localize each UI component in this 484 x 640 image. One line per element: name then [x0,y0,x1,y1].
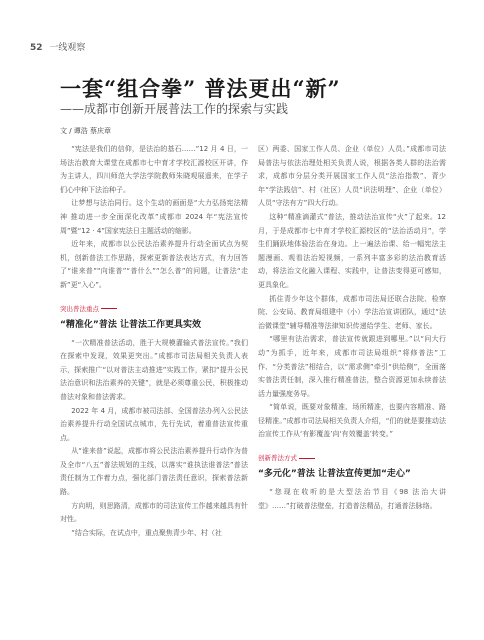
paragraph: 近年来，成都市以公民法治素养提升行动全面试点为契机，创新普法工作思路，探索更新普法表达方式，有力回答了“谁来普”“向谁普”“普什么”“怎么普”的问题，让普法“走新”更“入心”。 [60,240,248,289]
paragraph: “您现在收听的是大型法治节目《98 法治大讲堂》……”打破普法壁垒，打造普法精品，打通普法脉络。 [258,488,446,510]
paragraph: “宪法是我们的信仰，是法治的基石……”12 月 4 日，一场法治教育大课堂在成都市七中育才学校汇源校区开讲，作为主讲人，四川师范大学法学院教师朱晓观展遥来，在学子们心中种下法治种子。 [60,145,248,194]
article-byline: 文 / 谭浩 蔡庆章 [60,127,112,135]
paragraph: “哪里有法治需求，普法宣传就跟进到哪里。”以“问大行动”为抓手，近年来，成都市司法局组织“将修普法”工作、“分类普法”相结合，以“需求侧”牵引“供给侧”，全面落实普法责任制，深入推行精准普法，整合资源更加永续普法活力量强度务导。 [258,335,446,398]
page-number: 52 [30,43,43,53]
section-heading: “精准化”普法 让普法工作更具实效 [60,319,201,330]
section-heading: “多元化”普法 让普法宣传更加“走心” [258,469,411,480]
paragraph: “简单说，既要对象精准、场所精准，也要内容精准、路径精准。”成都市司法局相关负责人介绍，“们的就是要推动法治宣传工作从‘有影覆盖’向‘有效覆盖’转变。” [258,403,446,439]
section-kicker: 创新普法方式 [258,452,446,464]
section-name: 一线观察 [49,43,86,53]
paragraph: 区）两委、国家工作人员、企业（单位）人员。”成都市司法局普法与依法治理处相关负责人说，根据各类人群的法治需求，成都市分层分类开展国家工作人员“法治指数”、青少年“学法践信”、村（社区）人员“识法明理”、企业（单位）人员“守法有方”四大行动。 [258,145,446,208]
paragraph: 让梦想与法治同行。这个生动的画面是“大力弘扬宪法精神 推动进一步全面深化改革”成都市 2024 年“宪法宣传周”暨“12 · 4”国家宪法日主题活动的缩影。 [60,199,248,235]
paragraph: 抓住青少年这个群体，成都市司法局还联合法院、检察院、公安局、教育局组建中（小）学法治宣讲团队，通过“法治微课堂”辅导精准等法律知识传递给学生、老师、家长。 [258,294,446,330]
paragraph: 2022 年 4 月，成都市被司法部、全国普法办列入公民法治素养提升行动全国试点城市，先行先试，着重普法宣传重点。 [60,406,248,442]
paragraph: 这种“精准滴灌式”普法，推动法治宣传“火”了起来。12 月，于是成都市七中育才学校汇源校区的“法治活动月”，学生们踊跃地体验法治在身边。上一遍法治课、给一幅宪法主题漫画、观看法治短视频，一系列丰富多彩的法治教育活动，将法治文化融入课程、实践中，让普法变得更可感知，更具象化。 [258,212,446,289]
left-column [60,143,248,540]
section-kicker: 突出普法重点 [60,303,248,315]
paragraph: 方向明，则思路清，成都市的司法宣传工作越来越具有针对性。 [60,501,248,524]
paragraph: 从“谁来普”说起，成都市将公民法治素养提升行动作为普及全市“八五”普法规划的主线，以落实“谁执法谁普法”普法责任制为工作着力点，强化部门普法责任意识，探索普法新路。 [60,447,248,497]
paragraph: “一次精准普法活动，胜于大规模灌输式普法宣传。”我们在探索中发现，效果更突出。”成都市司法局相关负责人表示，探索推广“以对普法主动推进”实践工作，紧扣“提升公民法治意识和法治素养的关键”，就是必须尊重公民，积极推动普法对象和普法需求。 [60,338,248,401]
right-column [258,143,446,513]
article-title: 一套“组合拳” 普法更出“新” [60,76,341,101]
page-header [30,40,85,53]
article-subtitle: ——成都市创新开展普法工作的探索与实践 [60,102,289,116]
paragraph: “结合实际，在试点中，重点聚焦青少年、村（社 [71,528,222,537]
